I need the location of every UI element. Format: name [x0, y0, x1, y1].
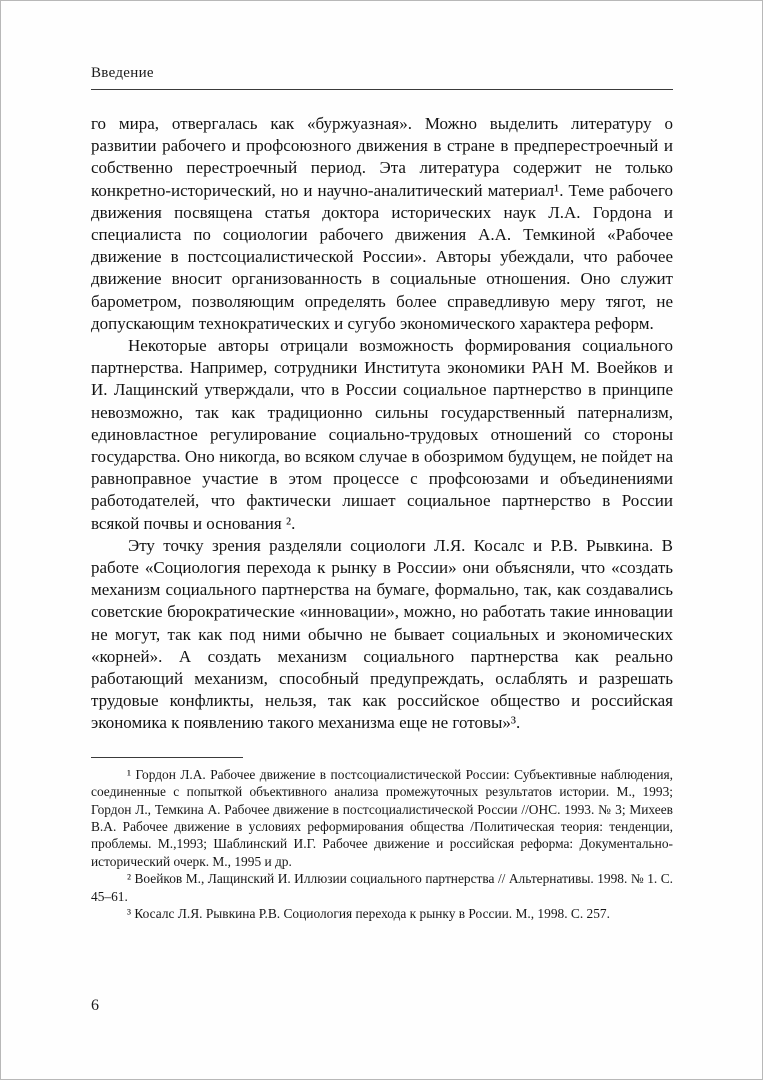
- body-paragraph: го мира, отвергалась как «буржуазная». Можно выделить литературу о развитии рабочего и профсоюзного движения в стране в предперестроечный и собственно перестроечный период. Эта литература содержит не только конкретно-исторический, но и научно-аналитический материал¹. Теме рабочего движения посвящена статья доктора исторических наук Л.А. Гордона и специалиста по социологии рабочего движения А.А. Темкиной «Рабочее движение в постсоциалистической России». Авторы убеждали, что рабочее движение вносит организованность в социальные отношения. Оно служит барометром, позволяющим определять более справедливую меру тягот, не допускающим технократических и сугубо экономического характера реформ.: [91, 114, 673, 333]
- running-header: Введение: [91, 65, 673, 90]
- body-paragraph: Эту точку зрения разделяли социологи Л.Я. Косалс и Р.В. Рывкина. В работе «Социология перехода к рынку в России» они объясняли, что «создать механизм социального партнерства на бумаге, формально, так, как создавались советские бюрократические «инновации», можно, но работать такие инновации не могут, так как под ними обычно не бывает социальных и экономических «корней». А создать механизм социального партнерства как реально работающий механизм, способный предупреждать, ослаблять и разрешать трудовые конфликты, нельзя, так как российское общество и российская экономика к появлению такого механизма еще не готовы»³.: [91, 535, 673, 733]
- body-text: [91, 113, 673, 735]
- body-paragraph: Некоторые авторы отрицали возможность формирования социального партнерства. Например, сотрудники Института экономики РАН М. Воейков и И. Лащинский утверждали, что в России социальное партнерство в принципе невозможно, так как традиционно сильны государственный патернализм, единовластное регулирование социально-трудовых отношений со стороны государства. Оно никогда, во всяком случае в обозримом будущем, не пойдет на равноправное участие в этом процессе с профсоюзами и объединениями работодателей, что фактически лишает социальное партнерство в России всякой почвы и основания ².: [91, 336, 673, 533]
- page-number: 6: [91, 997, 99, 1014]
- footnote: ¹ Гордон Л.А. Рабочее движение в постсоциалистической России: Субъективные наблюдения, соединенные с попыткой объективного анализа промежуточных результатов истории. М., 1993; Гордон Л., Темкина А. Рабочее движение в постсоциалистической России //ОНС. 1993. № 3; Михеев В.А. Рабочее движение в условиях реформирования общества /Политическая теория: тенденции, проблемы. М.,1993; Шаблинский И.Г. Рабочее движение и российская реформа: Документально-исторический очерк. М., 1995 и др.: [91, 766, 673, 869]
- footnote: ³ Косалс Л.Я. Рывкина Р.В. Социология перехода к рынку в России. М., 1998. С. 257.: [127, 905, 610, 921]
- footnote: ² Воейков М., Лащинский И. Иллюзии социального партнерства // Альтернативы. 1998. № 1. С. 45–61.: [91, 871, 673, 904]
- footnote-separator: [91, 757, 243, 758]
- footnotes-section: [91, 757, 673, 923]
